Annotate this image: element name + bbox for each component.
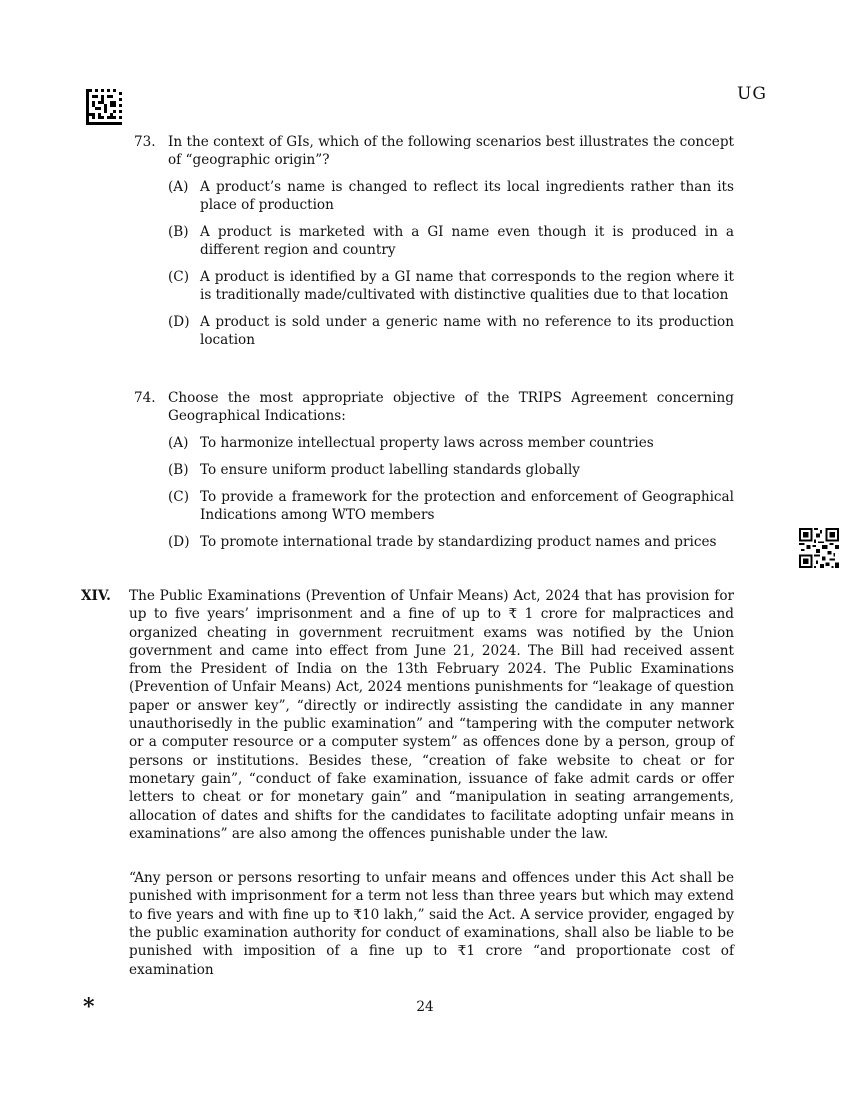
option-label: (A): [168, 435, 189, 451]
qr-code: [799, 528, 839, 568]
option-a: [168, 178, 734, 214]
option-label: (C): [168, 269, 190, 285]
option-text: To ensure uniform product labelling standards globally: [200, 462, 580, 478]
option-text: To harmonize intellectual property laws across member countries: [200, 435, 654, 451]
passage-paragraph: “Any person or persons resorting to unfair means and offences under this Act shall be punished with imprisonment for a term not less than three years but which may extend to five years and with fine up to ₹10 lakh,” said the Act. A service provider, engaged by the public examination authority for conduct of examinations, shall also be liable to be punished with imposition of a fine up to ₹1 crore “and proportionate cost of examination: [129, 870, 734, 978]
option-b: [168, 461, 734, 479]
passage-label: XIV.: [81, 588, 111, 604]
option-a: [168, 434, 734, 452]
option-text: A product is marketed with a GI name even though it is produced in a different region and country: [200, 224, 734, 258]
option-text: A product’s name is changed to reflect its local ingredients rather than its place of production: [200, 179, 734, 213]
question-74: [134, 389, 734, 551]
option-c: [168, 268, 734, 304]
asterisk-marker: *: [83, 994, 95, 1020]
question-text: Choose the most appropriate objective of the TRIPS Agreement concerning Geographical Indications:: [168, 390, 734, 424]
option-text: A product is sold under a generic name with no reference to its production location: [200, 314, 734, 348]
passage-xiv: [81, 587, 734, 979]
option-label: (A): [168, 179, 189, 195]
question-text: In the context of GIs, which of the following scenarios best illustrates the concept of “geographic origin”?: [168, 134, 734, 168]
option-d: [168, 533, 734, 551]
page-number: 24: [416, 999, 434, 1015]
option-label: (C): [168, 489, 190, 505]
option-d: [168, 313, 734, 349]
paper-code: UG: [737, 84, 767, 104]
option-label: (D): [168, 314, 190, 330]
passage-paragraph: The Public Examinations (Prevention of Unfair Means) Act, 2024 that has provision for up to five years’ imprisonment and a fine of up to ₹ 1 crore for malpractices and organized cheating in government recruitment exams was notified by the Union government and came into effect from June 21, 2024. The Bill had received assent from the President of India on the 13th February 2024. The Public Examinations (Prevention of Unfair Means) Act, 2024 mentions punishments for “leakage of question paper or answer key”, “directly or indirectly assisting the candidate in any manner unauthorisedly in the public examination” and “tampering with the computer network or a computer resource or a computer system” as offences done by a person, group of persons or institutions. Besides these, “creation of fake website to cheat or for monetary gain”, “conduct of fake examination, issuance of fake admit cards or offer letters to cheat or for monetary gain” and “manipulation in seating arrangements, allocation of dates and shifts for the candidates to facilitate adopting unfair means in examinations” are also among the offences punishable under the law.: [129, 588, 734, 842]
question-number: 74.: [134, 390, 156, 406]
option-text: To provide a framework for the protection and enforcement of Geographical Indications among WTO members: [200, 489, 734, 523]
question-number: 73.: [134, 134, 156, 150]
option-label: (B): [168, 462, 189, 478]
option-label: (D): [168, 534, 190, 550]
option-text: To promote international trade by standardizing product names and prices: [200, 534, 717, 550]
question-73: [134, 133, 734, 349]
option-label: (B): [168, 224, 189, 240]
passage-body: [129, 587, 734, 979]
option-text: A product is identified by a GI name that corresponds to the region where it is traditionally made/cultivated with distinctive qualities due to that location: [200, 269, 734, 303]
datamatrix-code: [86, 89, 122, 125]
option-c: [168, 488, 734, 524]
option-b: [168, 223, 734, 259]
